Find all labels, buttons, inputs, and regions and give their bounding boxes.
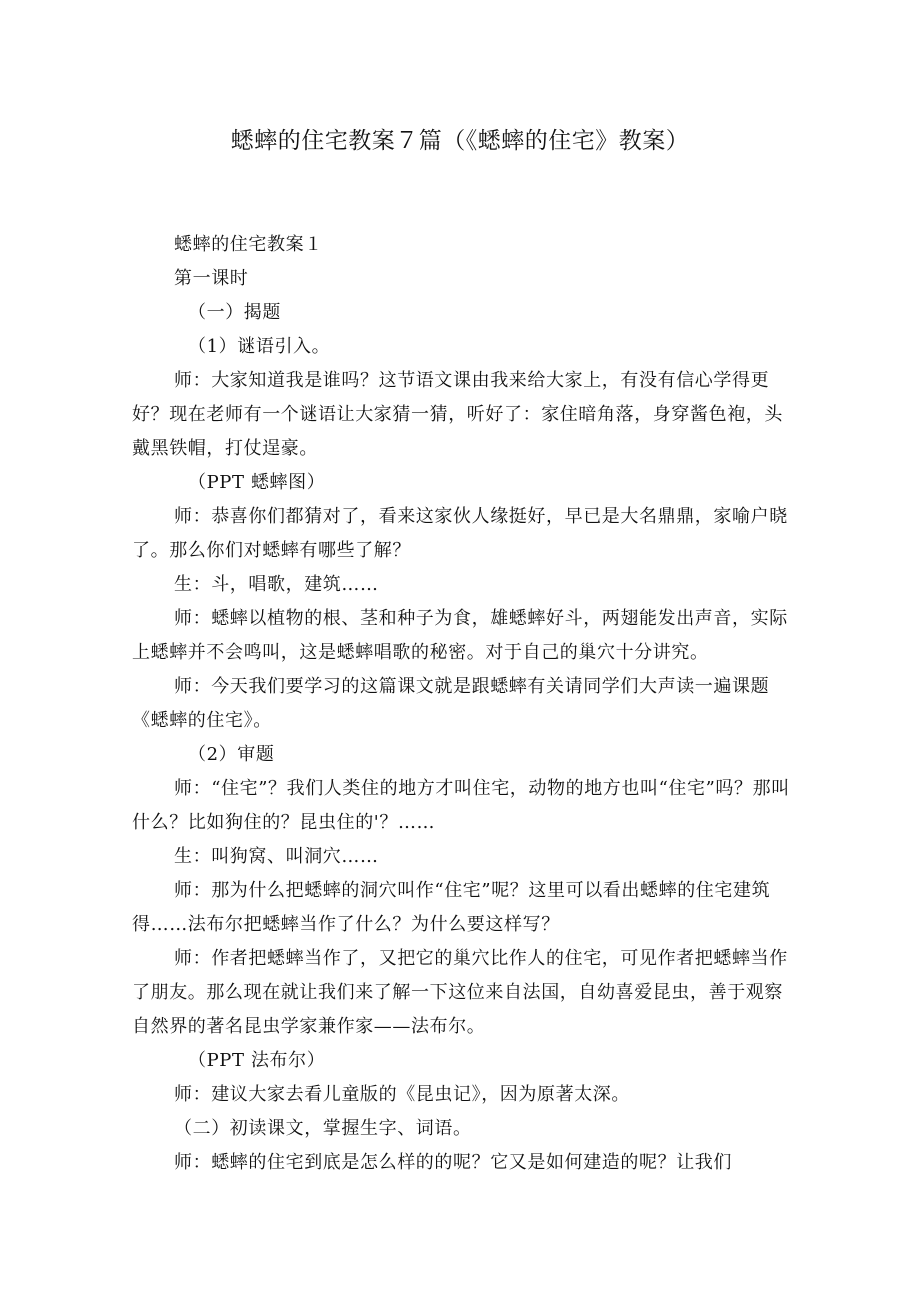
paragraph: （1）谜语引入。 [188, 336, 331, 357]
paragraph: 蟋蟀的住宅教案１ [174, 234, 323, 255]
paragraph: （一）揭题 [188, 302, 281, 323]
document-body [132, 228, 792, 1180]
document-title: 蟋蟀的住宅教案７篇（《蟋蟀的住宅》教案） [230, 128, 690, 154]
paragraph: （二）初读课文，掌握生字、词语。 [174, 1118, 472, 1139]
paragraph: （PPT 法布尔） [188, 1050, 326, 1071]
paragraph: 生：斗，唱歌，建筑…… [174, 574, 379, 595]
paragraph: 师：大家知道我是谁吗？这节语文课由我来给大家上，有没有信心学得更好？现在老师有一个谜语让大家猜一猜，听好了：家住暗角落，身穿酱色袍，头戴黑铁帽，打仗逞豪。 [132, 370, 783, 459]
paragraph: （PPT 蟋蟀图） [188, 472, 326, 493]
paragraph: 第一课时 [174, 268, 249, 289]
paragraph: 师：今天我们要学习的这篇课文就是跟蟋蟀有关请同学们大声读一遍课题《蟋蟀的住宅》。 [132, 676, 770, 731]
paragraph: 师：建议大家去看儿童版的《昆虫记》，因为原著太深。 [174, 1084, 630, 1105]
paragraph: （2）审题 [188, 744, 275, 765]
paragraph: 师：恭喜你们都猜对了，看来这家伙人缘挺好，早已是大名鼎鼎，家喻户晓了。那么你们对蟋蟀有哪些了解？ [132, 506, 788, 561]
paragraph: 师：作者把蟋蟀当作了，又把它的巢穴比作人的住宅，可见作者把蟋蟀当作了朋友。那么现在就让我们来了解一下这位来自法国，自幼喜爱昆虫，善于观察自然界的著名昆虫学家兼作家——法布尔。 [132, 948, 788, 1037]
paragraph: 师：那为什么把蟋蟀的洞穴叫作“住宅”呢？这里可以看出蟋蟀的住宅建筑得……法布尔把蟋蟀当作了什么？为什么要这样写？ [132, 880, 771, 935]
paragraph: 生：叫狗窝、叫洞穴…… [174, 846, 379, 867]
paragraph: 师：蟋蟀以植物的根、茎和种子为食，雄蟋蟀好斗，两翅能发出声音，实际上蟋蟀并不会鸣叫，这是蟋蟀唱歌的秘密。对于自己的巢穴十分讲究。 [132, 608, 788, 663]
paragraph: 师：“住宅”？我们人类住的地方才叫住宅，动物的地方也叫“住宅”吗？那叫什么？比如狗住的？昆虫住的'？…… [132, 778, 790, 833]
paragraph: 师：蟋蟀的住宅到底是怎么样的的呢？它又是如何建造的呢？让我们 [174, 1152, 732, 1173]
